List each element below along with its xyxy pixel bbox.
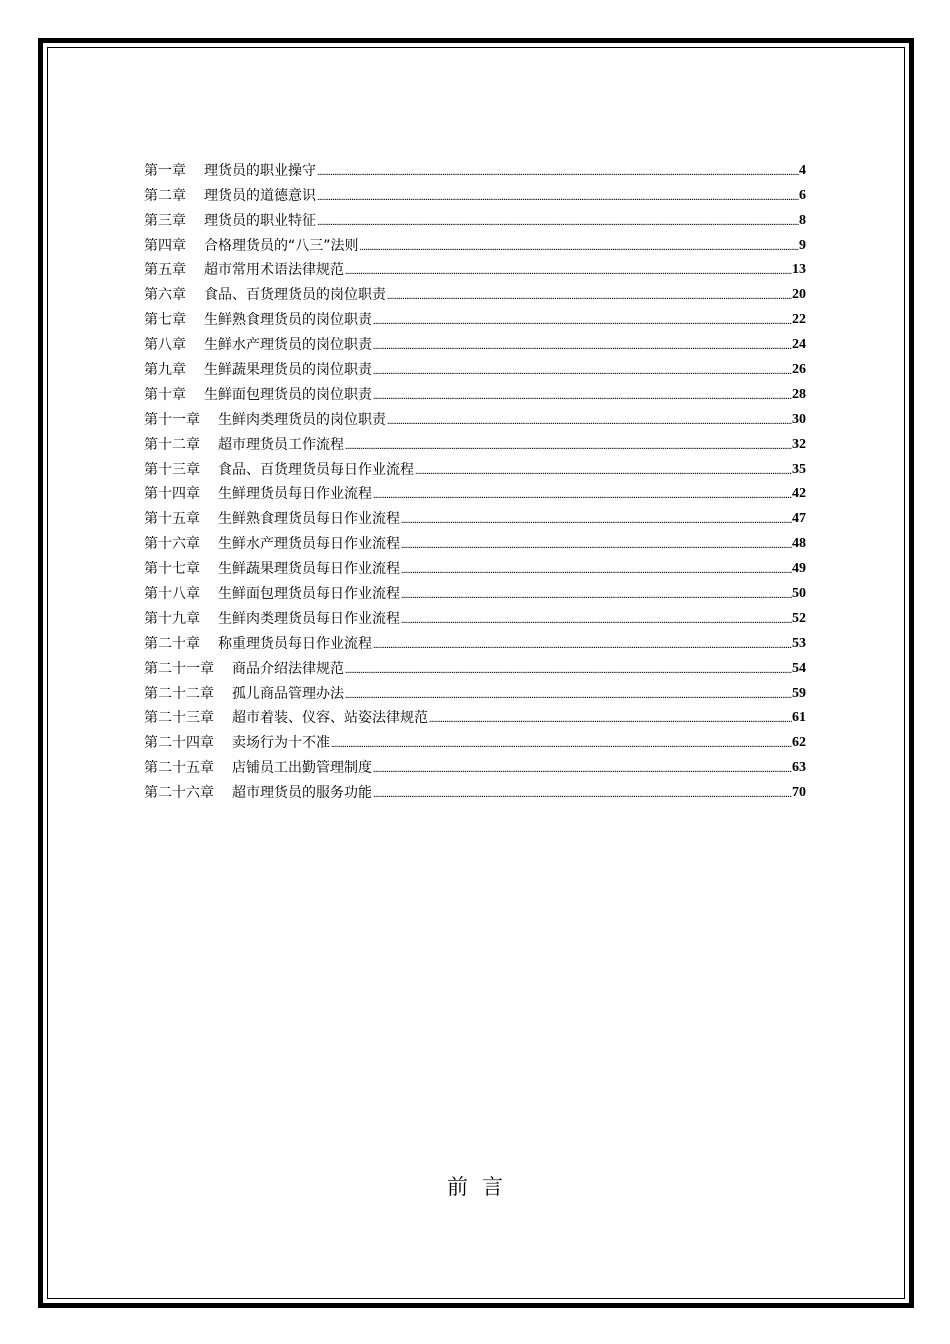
toc-chapter-number: 第二章: [144, 187, 186, 204]
toc-chapter-title: 合格理货员的“八三”法则: [204, 237, 359, 254]
toc-page-number: 6: [799, 187, 806, 203]
toc-chapter-number: 第六章: [144, 287, 186, 304]
toc-dot-leader: [316, 187, 799, 205]
toc-chapter-title: 生鲜水产理货员的岗位职责: [204, 337, 372, 354]
toc-entry[interactable]: [144, 603, 806, 628]
toc-page-number: 22: [792, 312, 806, 328]
toc-chapter-title: 商品介绍法律规范: [232, 660, 344, 677]
toc-entry[interactable]: [144, 752, 806, 777]
toc-dot-leader: [344, 685, 792, 703]
toc-chapter-number: 第二十四章: [144, 735, 214, 752]
toc-chapter-title: 生鲜肉类理货员的岗位职责: [218, 411, 386, 428]
toc-dot-leader: [400, 510, 792, 528]
toc-entry[interactable]: [144, 404, 806, 429]
toc-dot-leader: [344, 436, 792, 454]
toc-dot-leader: [372, 336, 792, 354]
toc-page-number: 53: [792, 635, 806, 651]
toc-dot-leader: [372, 784, 792, 802]
toc-page-number: 70: [792, 785, 806, 801]
toc-entry[interactable]: [144, 255, 806, 280]
toc-dot-leader: [372, 311, 792, 329]
toc-chapter-number: 第二十三章: [144, 710, 214, 727]
toc-entry[interactable]: [144, 553, 806, 578]
toc-chapter-number: 第二十章: [144, 635, 200, 652]
toc-entry[interactable]: [144, 454, 806, 479]
toc-dot-leader: [344, 261, 792, 279]
toc-page-number: 20: [792, 287, 806, 303]
toc-page-number: 30: [792, 411, 806, 427]
toc-page-number: 59: [792, 685, 806, 701]
toc-page-number: 8: [799, 212, 806, 228]
toc-page-number: 26: [792, 362, 806, 378]
toc-chapter-number: 第九章: [144, 362, 186, 379]
toc-page-number: 42: [792, 486, 806, 502]
toc-page-number: 13: [792, 262, 806, 278]
toc-chapter-title: 卖场行为十不准: [232, 735, 330, 752]
toc-dot-leader: [386, 411, 792, 429]
toc-chapter-title: 生鲜面包理货员的岗位职责: [204, 386, 372, 403]
toc-entry[interactable]: [144, 279, 806, 304]
toc-chapter-title: 理货员的职业操守: [204, 162, 316, 179]
toc-page-number: 48: [792, 536, 806, 552]
toc-entry[interactable]: [144, 354, 806, 379]
toc-entry[interactable]: [144, 329, 806, 354]
toc-chapter-number: 第十四章: [144, 486, 200, 503]
toc-chapter-number: 第十七章: [144, 561, 200, 578]
toc-entry[interactable]: [144, 628, 806, 653]
toc-dot-leader: [372, 361, 792, 379]
toc-chapter-number: 第十二章: [144, 436, 200, 453]
toc-chapter-number: 第十一章: [144, 411, 200, 428]
toc-entry[interactable]: [144, 304, 806, 329]
toc-dot-leader: [344, 660, 792, 678]
toc-chapter-title: 店铺员工出勤管理制度: [232, 760, 372, 777]
toc-chapter-number: 第十五章: [144, 511, 200, 528]
toc-entry[interactable]: [144, 503, 806, 528]
toc-chapter-title: 食品、百货理货员的岗位职责: [204, 287, 386, 304]
toc-page-number: 63: [792, 760, 806, 776]
table-of-contents: [144, 155, 806, 802]
toc-chapter-title: 理货员的道德意识: [204, 187, 316, 204]
toc-chapter-number: 第十九章: [144, 610, 200, 627]
toc-chapter-title: 生鲜肉类理货员每日作业流程: [218, 610, 400, 627]
toc-chapter-title: 理货员的职业特征: [204, 212, 316, 229]
toc-page-number: 4: [799, 162, 806, 178]
toc-chapter-number: 第五章: [144, 262, 186, 279]
toc-chapter-number: 第十章: [144, 386, 186, 403]
toc-entry[interactable]: [144, 429, 806, 454]
toc-chapter-number: 第三章: [144, 212, 186, 229]
toc-chapter-title: 超市常用术语法律规范: [204, 262, 344, 279]
toc-chapter-title: 称重理货员每日作业流程: [218, 635, 372, 652]
toc-dot-leader: [359, 237, 799, 255]
toc-page-number: 52: [792, 610, 806, 626]
toc-chapter-title: 超市着装、仪容、站姿法律规范: [232, 710, 428, 727]
toc-entry[interactable]: [144, 528, 806, 553]
toc-entry[interactable]: [144, 727, 806, 752]
toc-chapter-title: 生鲜熟食理货员的岗位职责: [204, 312, 372, 329]
toc-dot-leader: [330, 734, 792, 752]
toc-chapter-number: 第二十一章: [144, 660, 214, 677]
toc-chapter-number: 第四章: [144, 237, 186, 254]
toc-dot-leader: [414, 461, 792, 479]
toc-dot-leader: [316, 212, 799, 230]
toc-entry[interactable]: [144, 777, 806, 802]
toc-chapter-title: 生鲜理货员每日作业流程: [218, 486, 372, 503]
toc-dot-leader: [386, 286, 792, 304]
toc-entry[interactable]: [144, 155, 806, 180]
toc-dot-leader: [428, 709, 792, 727]
toc-dot-leader: [316, 162, 799, 180]
toc-entry[interactable]: [144, 653, 806, 678]
toc-dot-leader: [372, 485, 792, 503]
toc-chapter-number: 第一章: [144, 162, 186, 179]
toc-chapter-number: 第八章: [144, 337, 186, 354]
toc-page-number: 49: [792, 561, 806, 577]
toc-entry[interactable]: [144, 578, 806, 603]
toc-dot-leader: [372, 759, 792, 777]
toc-page-number: 35: [792, 461, 806, 477]
toc-page-number: 62: [792, 735, 806, 751]
toc-page-number: 50: [792, 586, 806, 602]
toc-dot-leader: [400, 560, 792, 578]
toc-chapter-title: 超市理货员工作流程: [218, 436, 344, 453]
toc-entry[interactable]: [144, 703, 806, 728]
toc-chapter-title: 生鲜熟食理货员每日作业流程: [218, 511, 400, 528]
toc-dot-leader: [372, 386, 792, 404]
toc-chapter-title: 生鲜水产理货员每日作业流程: [218, 536, 400, 553]
toc-entry[interactable]: [144, 205, 806, 230]
toc-chapter-number: 第七章: [144, 312, 186, 329]
toc-chapter-number: 第十八章: [144, 586, 200, 603]
toc-chapter-title: 超市理货员的服务功能: [232, 785, 372, 802]
toc-entry[interactable]: [144, 180, 806, 205]
toc-page-number: 61: [792, 710, 806, 726]
toc-page-number: 47: [792, 511, 806, 527]
toc-page-number: 54: [792, 660, 806, 676]
toc-page-number: 9: [799, 237, 806, 253]
toc-entry[interactable]: [144, 678, 806, 703]
toc-page-number: 32: [792, 436, 806, 452]
toc-chapter-title: 食品、百货理货员每日作业流程: [218, 461, 414, 478]
toc-page-number: 24: [792, 337, 806, 353]
preface-heading: 前言: [447, 1175, 517, 1199]
toc-page-number: 28: [792, 386, 806, 402]
toc-chapter-number: 第二十六章: [144, 785, 214, 802]
toc-entry[interactable]: [144, 230, 806, 255]
toc-chapter-number: 第二十二章: [144, 685, 214, 702]
toc-chapter-number: 第二十五章: [144, 760, 214, 777]
toc-chapter-title: 孤儿商品管理办法: [232, 685, 344, 702]
toc-dot-leader: [400, 585, 792, 603]
toc-dot-leader: [400, 535, 792, 553]
toc-dot-leader: [372, 635, 792, 653]
toc-chapter-title: 生鲜蔬果理货员每日作业流程: [218, 561, 400, 578]
toc-chapter-title: 生鲜蔬果理货员的岗位职责: [204, 362, 372, 379]
toc-entry[interactable]: [144, 379, 806, 404]
toc-chapter-number: 第十六章: [144, 536, 200, 553]
toc-chapter-number: 第十三章: [144, 461, 200, 478]
toc-dot-leader: [400, 610, 792, 628]
toc-entry[interactable]: [144, 479, 806, 504]
toc-chapter-title: 生鲜面包理货员每日作业流程: [218, 586, 400, 603]
